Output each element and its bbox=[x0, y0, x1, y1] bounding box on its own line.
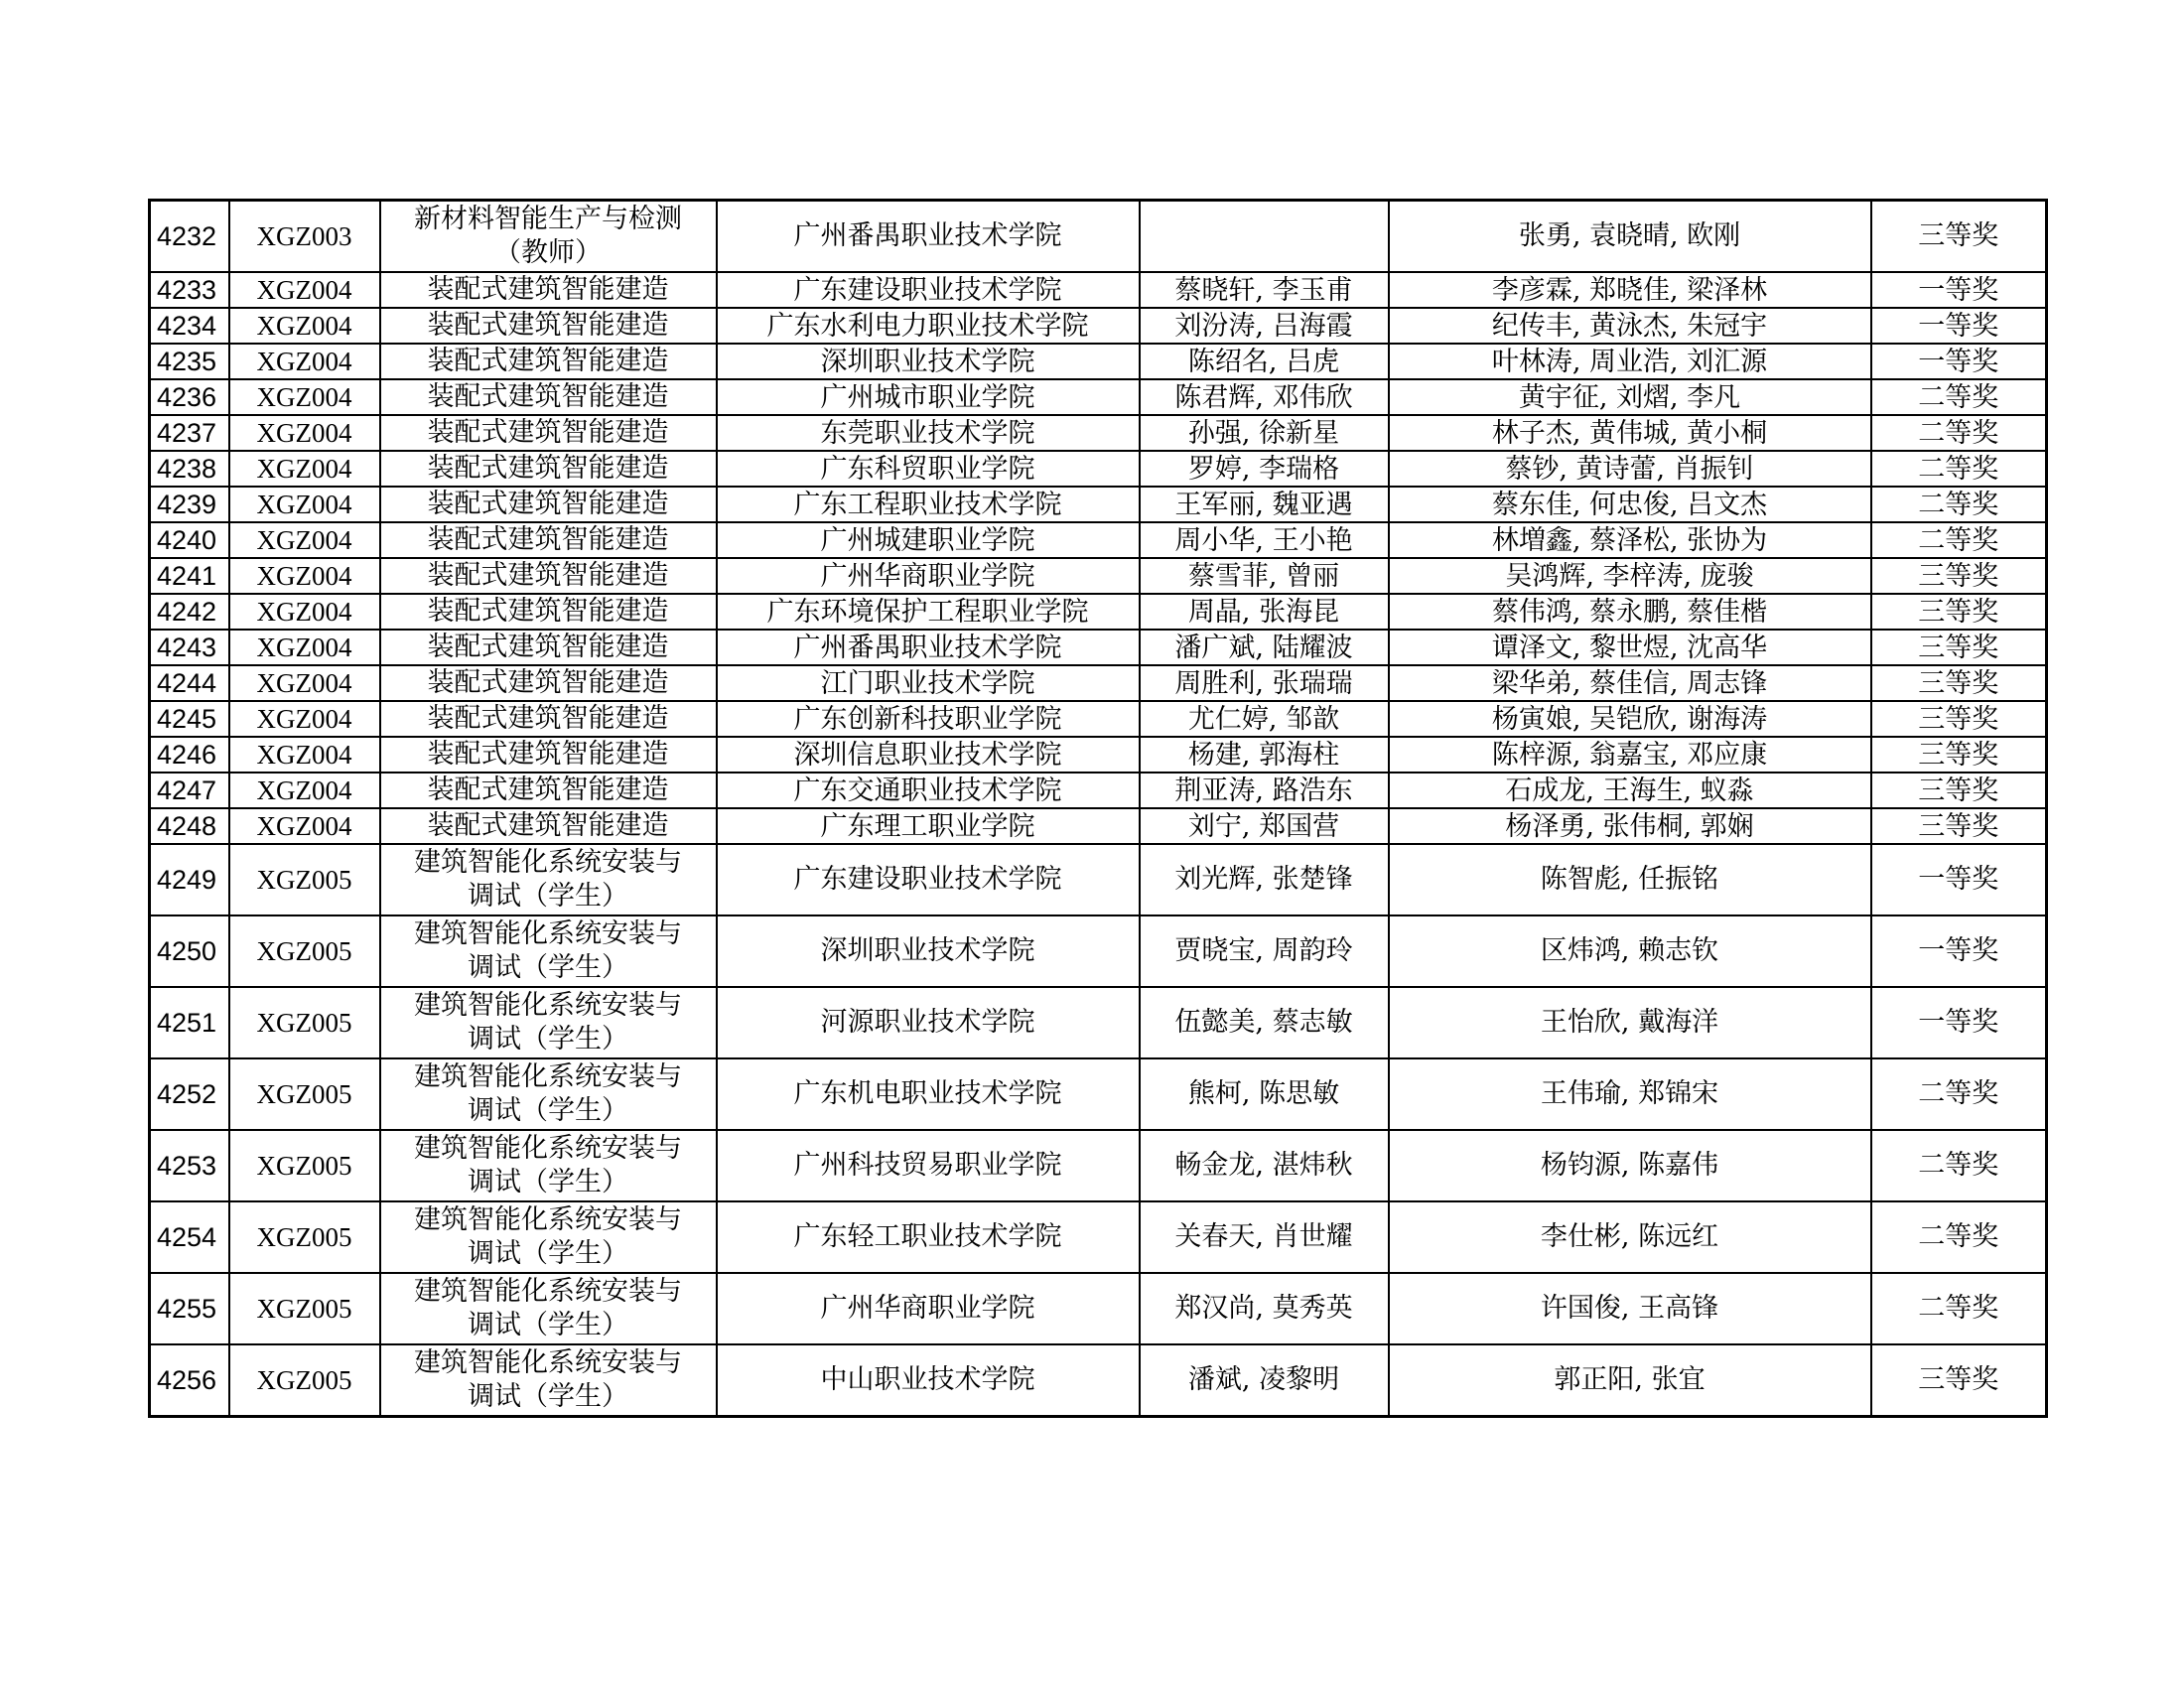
table-row bbox=[150, 987, 2047, 1058]
cell-team-members: 谭泽文, 黎世煜, 沈高华 bbox=[1389, 630, 1871, 665]
cell-instructors: 罗婷, 李瑞格 bbox=[1140, 451, 1389, 487]
cell-award-level: 一等奖 bbox=[1871, 308, 2047, 344]
cell-event-code: XGZ004 bbox=[229, 415, 380, 451]
table-row bbox=[150, 630, 2047, 665]
event-name-line: 装配式建筑智能建造 bbox=[427, 667, 669, 698]
cell-school: 广东建设职业技术学院 bbox=[717, 272, 1140, 308]
cell-instructors: 熊柯, 陈思敏 bbox=[1140, 1058, 1389, 1130]
cell-event-name bbox=[380, 558, 717, 594]
cell-event-code: XGZ004 bbox=[229, 487, 380, 522]
cell-award-level: 三等奖 bbox=[1871, 665, 2047, 701]
event-name-line: 建筑智能化系统安装与 bbox=[414, 847, 682, 878]
cell-instructors: 蔡雪菲, 曾丽 bbox=[1140, 558, 1389, 594]
cell-team-members: 石成龙, 王海生, 蚁淼 bbox=[1389, 773, 1871, 808]
cell-award-level: 二等奖 bbox=[1871, 522, 2047, 558]
table-row bbox=[150, 1058, 2047, 1130]
cell-event-code: XGZ005 bbox=[229, 1344, 380, 1417]
cell-serial-number: 4252 bbox=[150, 1058, 229, 1130]
cell-event-code: XGZ004 bbox=[229, 272, 380, 308]
cell-school: 深圳信息职业技术学院 bbox=[717, 737, 1140, 773]
cell-team-members: 王伟瑜, 郑锦宋 bbox=[1389, 1058, 1871, 1130]
cell-event-name bbox=[380, 665, 717, 701]
cell-serial-number: 4236 bbox=[150, 379, 229, 415]
cell-school: 广州番禺职业技术学院 bbox=[717, 630, 1140, 665]
cell-school: 广东科贸职业学院 bbox=[717, 451, 1140, 487]
cell-award-level: 三等奖 bbox=[1871, 1344, 2047, 1417]
event-name-line: 装配式建筑智能建造 bbox=[427, 381, 669, 412]
cell-serial-number: 4249 bbox=[150, 844, 229, 915]
cell-award-level: 一等奖 bbox=[1871, 915, 2047, 987]
event-name-line: 装配式建筑智能建造 bbox=[427, 417, 669, 448]
table-row bbox=[150, 1273, 2047, 1344]
cell-school: 广东水利电力职业技术学院 bbox=[717, 308, 1140, 344]
cell-instructors: 刘汾涛, 吕海霞 bbox=[1140, 308, 1389, 344]
event-name-line: 调试（学生） bbox=[468, 1095, 628, 1126]
cell-school: 深圳职业技术学院 bbox=[717, 344, 1140, 379]
cell-instructors: 荆亚涛, 路浩东 bbox=[1140, 773, 1389, 808]
cell-event-code: XGZ005 bbox=[229, 987, 380, 1058]
table-row bbox=[150, 1201, 2047, 1273]
table-row bbox=[150, 451, 2047, 487]
event-name-line: 建筑智能化系统安装与 bbox=[414, 1061, 682, 1092]
cell-school: 广东机电职业技术学院 bbox=[717, 1058, 1140, 1130]
cell-award-level: 二等奖 bbox=[1871, 1273, 2047, 1344]
cell-serial-number: 4246 bbox=[150, 737, 229, 773]
cell-event-code: XGZ005 bbox=[229, 915, 380, 987]
cell-event-name bbox=[380, 630, 717, 665]
table-row bbox=[150, 308, 2047, 344]
cell-event-code: XGZ005 bbox=[229, 1130, 380, 1201]
cell-award-level: 二等奖 bbox=[1871, 1130, 2047, 1201]
cell-team-members: 郭正阳, 张宜 bbox=[1389, 1344, 1871, 1417]
cell-event-name bbox=[380, 844, 717, 915]
table-row bbox=[150, 808, 2047, 844]
cell-school: 广州科技贸易职业学院 bbox=[717, 1130, 1140, 1201]
cell-event-name bbox=[380, 522, 717, 558]
cell-event-name bbox=[380, 1130, 717, 1201]
cell-team-members: 蔡伟鸿, 蔡永鹏, 蔡佳楷 bbox=[1389, 594, 1871, 630]
cell-event-name bbox=[380, 308, 717, 344]
table-row bbox=[150, 522, 2047, 558]
table-row bbox=[150, 701, 2047, 737]
table-row bbox=[150, 272, 2047, 308]
cell-team-members: 张勇, 袁晓晴, 欧刚 bbox=[1389, 201, 1871, 273]
cell-instructors: 刘宁, 郑国营 bbox=[1140, 808, 1389, 844]
cell-serial-number: 4254 bbox=[150, 1201, 229, 1273]
cell-event-name bbox=[380, 201, 717, 273]
cell-team-members: 林増鑫, 蔡泽松, 张协为 bbox=[1389, 522, 1871, 558]
event-name-line: 装配式建筑智能建造 bbox=[427, 453, 669, 484]
cell-event-code: XGZ004 bbox=[229, 558, 380, 594]
cell-serial-number: 4237 bbox=[150, 415, 229, 451]
event-name-line: 装配式建筑智能建造 bbox=[427, 632, 669, 662]
cell-award-level: 二等奖 bbox=[1871, 379, 2047, 415]
cell-serial-number: 4253 bbox=[150, 1130, 229, 1201]
cell-award-level: 三等奖 bbox=[1871, 594, 2047, 630]
cell-serial-number: 4243 bbox=[150, 630, 229, 665]
cell-serial-number: 4235 bbox=[150, 344, 229, 379]
table-row bbox=[150, 737, 2047, 773]
cell-award-level: 三等奖 bbox=[1871, 630, 2047, 665]
cell-award-level: 三等奖 bbox=[1871, 701, 2047, 737]
cell-serial-number: 4238 bbox=[150, 451, 229, 487]
cell-award-level: 二等奖 bbox=[1871, 1058, 2047, 1130]
cell-team-members: 纪传丰, 黄泳杰, 朱冠宇 bbox=[1389, 308, 1871, 344]
cell-event-name bbox=[380, 272, 717, 308]
cell-school: 深圳职业技术学院 bbox=[717, 915, 1140, 987]
event-name-line: 建筑智能化系统安装与 bbox=[414, 918, 682, 949]
cell-award-level: 二等奖 bbox=[1871, 1201, 2047, 1273]
cell-event-code: XGZ004 bbox=[229, 594, 380, 630]
event-name-line: 调试（学生） bbox=[468, 881, 628, 912]
event-name-line: 新材料智能生产与检测 bbox=[414, 204, 682, 234]
cell-award-level: 一等奖 bbox=[1871, 844, 2047, 915]
table-row bbox=[150, 594, 2047, 630]
cell-school: 东莞职业技术学院 bbox=[717, 415, 1140, 451]
cell-school: 广东创新科技职业学院 bbox=[717, 701, 1140, 737]
cell-team-members: 杨泽勇, 张伟桐, 郭娴 bbox=[1389, 808, 1871, 844]
event-name-line: 调试（学生） bbox=[468, 1167, 628, 1197]
cell-event-name bbox=[380, 915, 717, 987]
cell-event-code: XGZ005 bbox=[229, 1273, 380, 1344]
event-name-line: （教师） bbox=[494, 237, 602, 268]
cell-event-name bbox=[380, 1344, 717, 1417]
cell-instructors: 尤仁婷, 邹歆 bbox=[1140, 701, 1389, 737]
cell-serial-number: 4242 bbox=[150, 594, 229, 630]
table-row bbox=[150, 344, 2047, 379]
cell-serial-number: 4247 bbox=[150, 773, 229, 808]
cell-event-code: XGZ004 bbox=[229, 773, 380, 808]
cell-event-code: XGZ004 bbox=[229, 344, 380, 379]
cell-event-code: XGZ004 bbox=[229, 665, 380, 701]
cell-event-name bbox=[380, 737, 717, 773]
table-row bbox=[150, 773, 2047, 808]
cell-instructors: 蔡晓轩, 李玉甫 bbox=[1140, 272, 1389, 308]
cell-instructors: 陈绍名, 吕虎 bbox=[1140, 344, 1389, 379]
event-name-line: 调试（学生） bbox=[468, 1238, 628, 1269]
event-name-line: 装配式建筑智能建造 bbox=[427, 310, 669, 341]
cell-event-code: XGZ004 bbox=[229, 308, 380, 344]
cell-event-name bbox=[380, 379, 717, 415]
cell-team-members: 李仕彬, 陈远红 bbox=[1389, 1201, 1871, 1273]
table-row bbox=[150, 379, 2047, 415]
cell-school: 河源职业技术学院 bbox=[717, 987, 1140, 1058]
cell-instructors: 杨建, 郭海柱 bbox=[1140, 737, 1389, 773]
event-name-line: 调试（学生） bbox=[468, 952, 628, 983]
cell-serial-number: 4250 bbox=[150, 915, 229, 987]
cell-event-name bbox=[380, 451, 717, 487]
cell-instructors: 周胜利, 张瑞瑞 bbox=[1140, 665, 1389, 701]
cell-team-members: 王怡欣, 戴海洋 bbox=[1389, 987, 1871, 1058]
cell-team-members: 陈智彪, 任振铭 bbox=[1389, 844, 1871, 915]
cell-team-members: 杨寅娘, 吴铠欣, 谢海涛 bbox=[1389, 701, 1871, 737]
cell-school: 广东工程职业技术学院 bbox=[717, 487, 1140, 522]
event-name-line: 装配式建筑智能建造 bbox=[427, 810, 669, 841]
event-name-line: 建筑智能化系统安装与 bbox=[414, 1204, 682, 1235]
cell-instructors: 刘光辉, 张楚锋 bbox=[1140, 844, 1389, 915]
cell-school: 中山职业技术学院 bbox=[717, 1344, 1140, 1417]
award-results-table bbox=[148, 199, 2048, 1418]
cell-event-code: XGZ004 bbox=[229, 379, 380, 415]
cell-team-members: 区炜鸿, 赖志钦 bbox=[1389, 915, 1871, 987]
cell-team-members: 杨钧源, 陈嘉伟 bbox=[1389, 1130, 1871, 1201]
cell-event-name bbox=[380, 487, 717, 522]
event-name-line: 调试（学生） bbox=[468, 1310, 628, 1340]
cell-serial-number: 4234 bbox=[150, 308, 229, 344]
cell-school: 广东环境保护工程职业学院 bbox=[717, 594, 1140, 630]
cell-serial-number: 4255 bbox=[150, 1273, 229, 1344]
cell-event-code: XGZ004 bbox=[229, 451, 380, 487]
event-name-line: 装配式建筑智能建造 bbox=[427, 274, 669, 305]
cell-team-members: 黄宇征, 刘熠, 李凡 bbox=[1389, 379, 1871, 415]
cell-event-code: XGZ004 bbox=[229, 808, 380, 844]
cell-serial-number: 4256 bbox=[150, 1344, 229, 1417]
cell-team-members: 吴鸿辉, 李梓涛, 庞骏 bbox=[1389, 558, 1871, 594]
cell-event-name bbox=[380, 1201, 717, 1273]
cell-event-name bbox=[380, 773, 717, 808]
cell-school: 广东建设职业技术学院 bbox=[717, 844, 1140, 915]
cell-team-members: 林子杰, 黄伟城, 黄小桐 bbox=[1389, 415, 1871, 451]
cell-team-members: 梁华弟, 蔡佳信, 周志锋 bbox=[1389, 665, 1871, 701]
cell-event-code: XGZ004 bbox=[229, 737, 380, 773]
cell-instructors: 贾晓宝, 周韵玲 bbox=[1140, 915, 1389, 987]
cell-school: 广州华商职业学院 bbox=[717, 1273, 1140, 1344]
event-name-line: 调试（学生） bbox=[468, 1024, 628, 1055]
cell-school: 江门职业技术学院 bbox=[717, 665, 1140, 701]
table-row bbox=[150, 1130, 2047, 1201]
cell-award-level: 二等奖 bbox=[1871, 451, 2047, 487]
table-row bbox=[150, 665, 2047, 701]
event-name-line: 建筑智能化系统安装与 bbox=[414, 1276, 682, 1307]
cell-award-level: 二等奖 bbox=[1871, 415, 2047, 451]
event-name-line: 调试（学生） bbox=[468, 1381, 628, 1412]
cell-serial-number: 4239 bbox=[150, 487, 229, 522]
cell-serial-number: 4233 bbox=[150, 272, 229, 308]
cell-serial-number: 4251 bbox=[150, 987, 229, 1058]
table-row bbox=[150, 201, 2047, 273]
cell-instructors: 王军丽, 魏亚遇 bbox=[1140, 487, 1389, 522]
event-name-line: 装配式建筑智能建造 bbox=[427, 774, 669, 805]
cell-award-level: 二等奖 bbox=[1871, 487, 2047, 522]
cell-school: 广东轻工职业技术学院 bbox=[717, 1201, 1140, 1273]
cell-serial-number: 4240 bbox=[150, 522, 229, 558]
cell-award-level: 一等奖 bbox=[1871, 987, 2047, 1058]
table-row bbox=[150, 415, 2047, 451]
cell-award-level: 三等奖 bbox=[1871, 737, 2047, 773]
cell-serial-number: 4245 bbox=[150, 701, 229, 737]
cell-event-name bbox=[380, 1058, 717, 1130]
event-name-line: 建筑智能化系统安装与 bbox=[414, 1347, 682, 1378]
cell-instructors: 郑汉尚, 莫秀英 bbox=[1140, 1273, 1389, 1344]
cell-award-level: 三等奖 bbox=[1871, 773, 2047, 808]
cell-event-name bbox=[380, 808, 717, 844]
table-row bbox=[150, 487, 2047, 522]
cell-award-level: 三等奖 bbox=[1871, 201, 2047, 273]
cell-award-level: 三等奖 bbox=[1871, 558, 2047, 594]
cell-event-name bbox=[380, 701, 717, 737]
table-row bbox=[150, 1344, 2047, 1417]
event-name-line: 装配式建筑智能建造 bbox=[427, 596, 669, 627]
cell-instructors: 关春天, 肖世耀 bbox=[1140, 1201, 1389, 1273]
cell-school: 广州番禺职业技术学院 bbox=[717, 201, 1140, 273]
cell-team-members: 许国俊, 王高锋 bbox=[1389, 1273, 1871, 1344]
table-row bbox=[150, 558, 2047, 594]
table-row bbox=[150, 844, 2047, 915]
cell-award-level: 一等奖 bbox=[1871, 344, 2047, 379]
cell-event-name bbox=[380, 415, 717, 451]
cell-instructors: 伍懿美, 蔡志敏 bbox=[1140, 987, 1389, 1058]
cell-event-code: XGZ004 bbox=[229, 630, 380, 665]
cell-school: 广州城建职业学院 bbox=[717, 522, 1140, 558]
cell-instructors: 孙强, 徐新星 bbox=[1140, 415, 1389, 451]
cell-serial-number: 4232 bbox=[150, 201, 229, 273]
cell-instructors: 周晶, 张海昆 bbox=[1140, 594, 1389, 630]
cell-instructors: 周小华, 王小艳 bbox=[1140, 522, 1389, 558]
cell-instructors: 潘斌, 凌黎明 bbox=[1140, 1344, 1389, 1417]
cell-event-name bbox=[380, 344, 717, 379]
event-name-line: 装配式建筑智能建造 bbox=[427, 524, 669, 555]
cell-school: 广州城市职业学院 bbox=[717, 379, 1140, 415]
cell-serial-number: 4248 bbox=[150, 808, 229, 844]
event-name-line: 装配式建筑智能建造 bbox=[427, 560, 669, 591]
cell-serial-number: 4241 bbox=[150, 558, 229, 594]
cell-instructors: 潘广斌, 陆耀波 bbox=[1140, 630, 1389, 665]
cell-team-members: 蔡东佳, 何忠俊, 吕文杰 bbox=[1389, 487, 1871, 522]
event-name-line: 装配式建筑智能建造 bbox=[427, 739, 669, 770]
cell-event-name bbox=[380, 594, 717, 630]
event-name-line: 建筑智能化系统安装与 bbox=[414, 990, 682, 1021]
cell-event-code: XGZ005 bbox=[229, 1201, 380, 1273]
cell-instructors: 畅金龙, 湛炜秋 bbox=[1140, 1130, 1389, 1201]
table-body bbox=[150, 201, 2047, 1417]
cell-team-members: 叶林涛, 周业浩, 刘汇源 bbox=[1389, 344, 1871, 379]
cell-team-members: 蔡钞, 黄诗蕾, 肖振钊 bbox=[1389, 451, 1871, 487]
cell-school: 广东理工职业学院 bbox=[717, 808, 1140, 844]
event-name-line: 建筑智能化系统安装与 bbox=[414, 1133, 682, 1164]
cell-event-code: XGZ003 bbox=[229, 201, 380, 273]
event-name-line: 装配式建筑智能建造 bbox=[427, 489, 669, 519]
cell-team-members: 李彦霖, 郑晓佳, 梁泽林 bbox=[1389, 272, 1871, 308]
cell-event-name bbox=[380, 987, 717, 1058]
cell-event-name bbox=[380, 1273, 717, 1344]
cell-school: 广州华商职业学院 bbox=[717, 558, 1140, 594]
cell-award-level: 三等奖 bbox=[1871, 808, 2047, 844]
cell-team-members: 陈梓源, 翁嘉宝, 邓应康 bbox=[1389, 737, 1871, 773]
cell-event-code: XGZ004 bbox=[229, 701, 380, 737]
cell-award-level: 一等奖 bbox=[1871, 272, 2047, 308]
table-row bbox=[150, 915, 2047, 987]
cell-instructors bbox=[1140, 201, 1389, 273]
cell-event-code: XGZ005 bbox=[229, 844, 380, 915]
cell-school: 广东交通职业技术学院 bbox=[717, 773, 1140, 808]
cell-instructors: 陈君辉, 邓伟欣 bbox=[1140, 379, 1389, 415]
cell-event-code: XGZ004 bbox=[229, 522, 380, 558]
event-name-line: 装配式建筑智能建造 bbox=[427, 346, 669, 376]
cell-serial-number: 4244 bbox=[150, 665, 229, 701]
cell-event-code: XGZ005 bbox=[229, 1058, 380, 1130]
event-name-line: 装配式建筑智能建造 bbox=[427, 703, 669, 734]
